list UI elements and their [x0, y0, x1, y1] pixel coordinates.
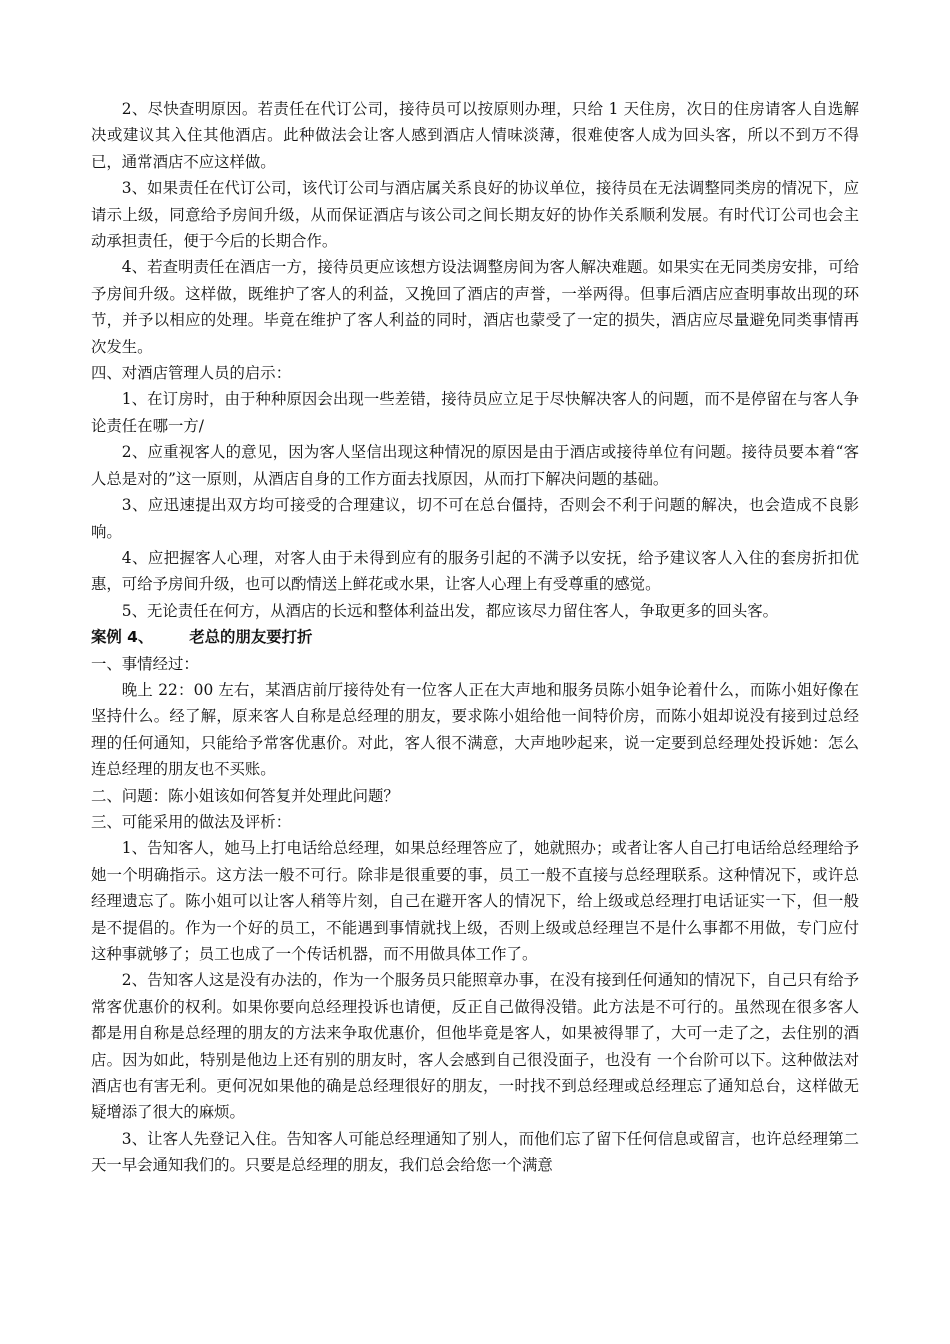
event-description: 晚上 22：00 左右，某酒店前厅接待处有一位客人正在大声地和服务员陈小姐争论着什么，而陈小姐好像在坚持什么。经了解，原来客人自称是总经理的朋友，要求陈小姐给他一间特价房，而陈小姐却说没有接到过总经理的任何通知，只能给予常客优惠价。对此，客人很不满意，大声地吵起来，说一定要到总经理处投诉她：怎么连总经理的朋友也不买账。: [91, 680, 859, 779]
document-page: [91, 96, 859, 1179]
paragraph-point-4: 4、若查明责任在酒店一方，接待员更应该想方设法调整房间为客人解决难题。如果实在无同类房安排，可给予房间升级。这样做，既维护了客人的利益，又挽回了酒店的声誉，一举两得。但事后酒店应查明事故出现的环节，并予以相应的处理。毕竟在维护了客人利益的同时，酒店也蒙受了一定的损失，酒店应尽量避免同类事情再次发生。: [91, 258, 859, 356]
case-4-title: 老总的朋友要打折: [189, 628, 313, 647]
paragraph-point-3: 3、如果责任在代订公司，该代订公司与酒店属关系良好的协议单位，接待员在无法调整同类房的情况下，应请示上级，同意给予房间升级，从而保证酒店与该公司之间长期友好的协作关系顺利发展。有时代订公司也会主动承担责任，便于今后的长期合作。: [91, 179, 859, 251]
method-item-2: 2、告知客人这是没有办法的，作为一个服务员只能照章办事，在没有接到任何通知的情况下，自己只有给予常客优惠价的权利。如果你要向总经理投诉也请便，反正自己做得没错。此方法是不可行的。虽然现在很多客人都是用自称是总经理的朋友的方法来争取优惠价，但他毕竟是客人，如果被得罪了，大可一走了之，去住别的酒店。因为如此，特别是他边上还有别的朋友时，客人会感到自己很没面子，也没有 一个台阶可以下。这种做法对酒店也有害无利。更何况如果他的确是总经理很好的朋友，一时找不到总经理或总经理忘了通知总台，这样做无疑增添了很大的麻烦。: [91, 971, 859, 1122]
insight-item-3: 3、应迅速提出双方均可接受的合理建议，切不可在总台僵持，否则会不利于问题的解决，也会造成不良影响。: [91, 496, 859, 541]
section-4-title: 四、对酒店管理人员的启示：: [91, 364, 292, 383]
event-section-title: 一、事情经过：: [91, 654, 199, 673]
paragraph-point-2: 2、尽快查明原因。若责任在代订公司，接待员可以按原则办理，只给 1 天住房，次日的住房请客人自选解决或建议其入住其他酒店。此种做法会让客人感到酒店人情味淡薄，很难使客人成为回头客，所以不到万不得已，通常酒店不应这样做。: [91, 100, 859, 171]
insight-item-1: 1、在订房时，由于种种原因会出现一些差错，接待员应立足于尽快解决客人的问题，而不是停留在与客人争论责任在哪一方/: [91, 390, 859, 435]
method-item-1: 1、告知客人，她马上打电话给总经理，如果总经理答应了，她就照办；或者让客人自己打电话给总经理给予她一个明确指示。这方法一般不可行。除非是很重要的事，员工一般不直接与总经理联系。这种情况下，或许总经理遗忘了。陈小姐可以让客人稍等片刻，自己在避开客人的情况下，给上级或总经理打电话证实一下，但一般是不提倡的。作为一个好的员工，不能遇到事情就找上级，否则上级或总经理岂不是什么事都不用做，专门应付这种事就够了；员工也成了一个传话机器，而不用做具体工作了。: [91, 839, 859, 963]
methods-section-title: 三、可能采用的做法及评析：: [91, 812, 292, 831]
method-item-3: 3、让客人先登记入住。告知客人可能总经理通知了别人，而他们忘了留下任何信息或留言，也许总经理第二天一早会通知我们的。只要是总经理的朋友，我们总会给您一个满意: [91, 1129, 859, 1175]
insight-item-2: 2、应重视客人的意见，因为客人坚信出现这种情况的原因是由于酒店或接待单位有问题。接待员要本着“客人总是对的”这一原则，从酒店自身的工作方面去找原因，从而打下解决问题的基础。: [91, 443, 859, 488]
question-line: 二、问题：陈小姐该如何答复并处理此问题？: [91, 786, 399, 805]
insight-item-5: 5、无论责任在何方，从酒店的长远和整体利益出发，都应该尽力留住客人，争取更多的回头客。: [121, 601, 778, 620]
case-4-label: 案例 4、: [91, 628, 154, 647]
case-4-heading: [91, 624, 859, 650]
insight-item-4: 4、应把握客人心理，对客人由于未得到应有的服务引起的不满予以安抚，给予建议客人入住的套房折扣优惠，可给予房间升级，也可以酌情送上鲜花或水果，让客人心理上有受尊重的感觉。: [91, 548, 859, 594]
